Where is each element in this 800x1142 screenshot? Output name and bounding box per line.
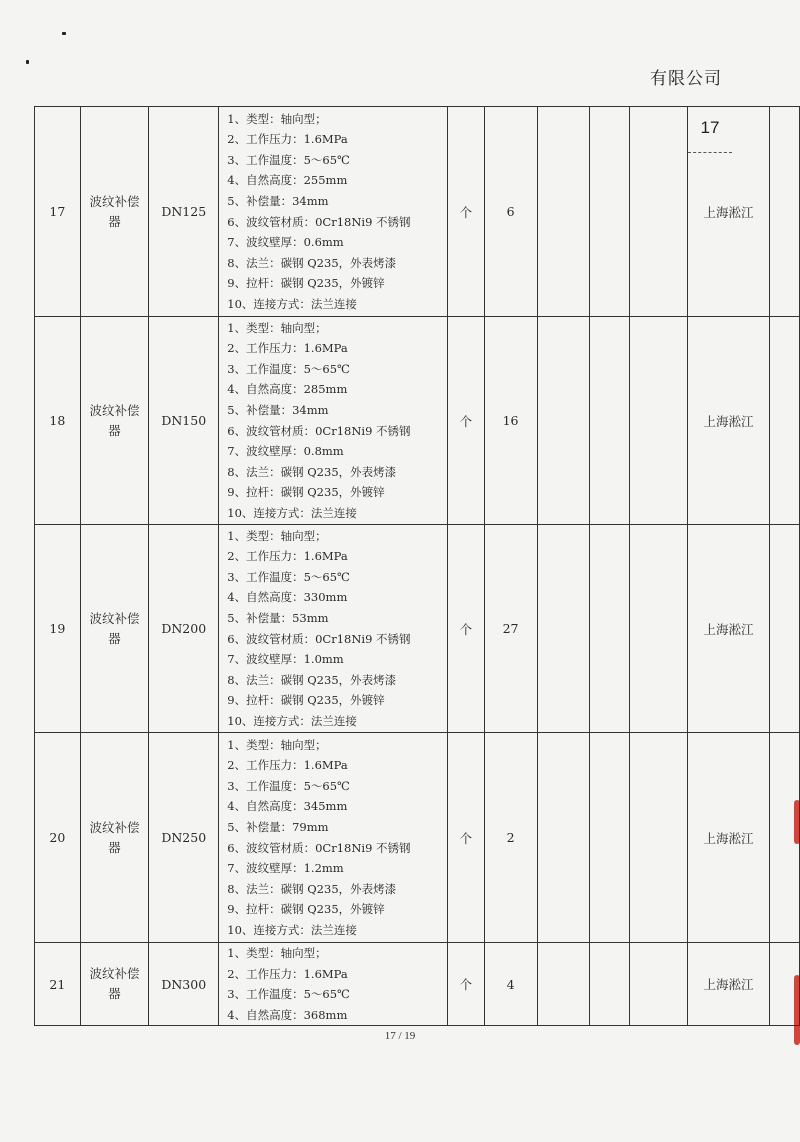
param-line: 6、波纹管材质：0Cr18Ni9 不锈钢 (227, 423, 411, 438)
param-line: 9、拉杆：碳钢 Q235，外镀锌 (227, 902, 385, 917)
param-line: 1、类型：轴向型； (227, 946, 327, 960)
param-line: 4、自然高度：330mm (227, 590, 348, 605)
item-unit: 个 (448, 733, 484, 943)
param-line: 1、类型：轴向型； (227, 528, 327, 543)
empty-cell (537, 107, 589, 317)
param-line: 6、波纹管材质：0Cr18Ni9 不锈钢 (227, 631, 411, 646)
param-line: 4、自然高度：285mm (227, 382, 348, 397)
item-name: 波纹补偿器 (80, 733, 149, 943)
scan-speck (62, 32, 66, 35)
empty-cell (589, 525, 630, 733)
item-name: 波纹补偿器 (80, 107, 149, 317)
empty-cell (537, 943, 589, 1026)
item-unit: 个 (448, 107, 484, 317)
company-name: 有限公司 (650, 69, 722, 89)
equipment-spec-table (34, 106, 800, 1026)
scan-speck (26, 60, 29, 64)
param-line: 10、连接方式：法兰连接 (227, 505, 357, 520)
empty-cell (537, 317, 589, 525)
param-line: 3、工作温度：5～65℃ (227, 987, 350, 1002)
param-line: 7、波纹壁厚：1.0mm (227, 652, 344, 667)
empty-cell (630, 107, 687, 317)
param-line: 10、连接方式：法兰连接 (227, 296, 357, 311)
empty-cell (770, 317, 800, 525)
param-line: 6、波纹管材质：0Cr18Ni9 不锈钢 (227, 214, 411, 229)
empty-cell (630, 943, 687, 1026)
empty-cell (589, 943, 630, 1026)
item-spec: DN300 (149, 943, 219, 1026)
param-line: 3、工作温度：5～65℃ (227, 361, 350, 376)
item-spec: DN250 (149, 733, 219, 943)
row-number: 20 (35, 733, 81, 943)
table-row (35, 525, 800, 733)
param-line: 2、工作压力：1.6MPa (227, 549, 348, 564)
table-row (35, 733, 800, 943)
item-name: 波纹补偿器 (80, 317, 149, 525)
page-box-number: 17 (700, 118, 720, 137)
table-row (35, 317, 800, 525)
param-line: 7、波纹壁厚：0.6mm (227, 235, 344, 250)
item-params (219, 943, 448, 1026)
param-line: 6、波纹管材质：0Cr18Ni9 不锈钢 (227, 840, 411, 855)
item-params (219, 317, 448, 525)
row-number: 18 (35, 317, 81, 525)
param-line: 8、法兰：碳钢 Q235，外表烤漆 (227, 255, 397, 270)
param-line: 7、波纹壁厚：0.8mm (227, 444, 344, 459)
empty-cell (537, 733, 589, 943)
item-qty: 16 (484, 317, 537, 525)
item-origin: 上海淞江 (687, 107, 769, 317)
item-origin: 上海淞江 (687, 943, 769, 1026)
item-qty: 6 (484, 107, 537, 317)
empty-cell (630, 525, 687, 733)
empty-cell (589, 733, 630, 943)
param-line: 2、工作压力：1.6MPa (227, 758, 348, 773)
param-line: 9、拉杆：碳钢 Q235，外镀锌 (227, 693, 385, 708)
row-number: 17 (35, 107, 81, 317)
param-line: 8、法兰：碳钢 Q235，外表烤漆 (227, 672, 397, 687)
row-number: 19 (35, 525, 81, 733)
empty-cell (770, 107, 800, 317)
param-line: 1、类型：轴向型； (227, 111, 327, 126)
empty-cell (589, 317, 630, 525)
param-line: 1、类型：轴向型； (227, 737, 327, 752)
item-origin: 上海淞江 (687, 525, 769, 733)
item-params (219, 525, 448, 733)
param-line: 2、工作压力：1.6MPa (227, 132, 348, 147)
param-line: 2、工作压力：1.6MPa (227, 341, 348, 356)
item-unit: 个 (448, 943, 484, 1026)
param-line: 8、法兰：碳钢 Q235，外表烤漆 (227, 464, 397, 479)
param-line: 5、补偿量：53mm (227, 610, 329, 625)
empty-cell (630, 317, 687, 525)
param-line: 4、自然高度：345mm (227, 799, 348, 814)
param-line: 4、自然高度：368mm (227, 1007, 348, 1022)
item-unit: 个 (448, 525, 484, 733)
empty-cell (630, 733, 687, 943)
table-row (35, 107, 800, 317)
item-qty: 27 (484, 525, 537, 733)
param-line: 8、法兰：碳钢 Q235，外表烤漆 (227, 881, 397, 896)
empty-cell (770, 525, 800, 733)
param-line: 3、工作温度：5～65℃ (227, 569, 350, 584)
param-line: 3、工作温度：5～65℃ (227, 778, 350, 793)
param-line: 4、自然高度：255mm (227, 173, 348, 188)
page-footer: 17 / 19 (384, 1030, 416, 1042)
param-line: 3、工作温度：5～65℃ (227, 152, 350, 167)
param-line: 9、拉杆：碳钢 Q235，外镀锌 (227, 485, 385, 500)
item-spec: DN125 (149, 107, 219, 317)
param-line: 10、连接方式：法兰连接 (227, 713, 357, 728)
empty-cell (770, 943, 800, 1026)
item-qty: 2 (484, 733, 537, 943)
item-spec: DN150 (149, 317, 219, 525)
param-line: 5、补偿量：79mm (227, 819, 329, 834)
empty-cell (589, 107, 630, 317)
item-name: 波纹补偿器 (80, 943, 149, 1026)
param-line: 1、类型：轴向型； (227, 320, 327, 335)
item-spec: DN200 (149, 525, 219, 733)
param-line: 9、拉杆：碳钢 Q235，外镀锌 (227, 276, 385, 291)
item-params (219, 733, 448, 943)
item-qty: 4 (484, 943, 537, 1026)
item-origin: 上海淞江 (687, 317, 769, 525)
param-line: 2、工作压力：1.6MPa (227, 966, 348, 981)
param-line: 5、补偿量：34mm (227, 193, 329, 208)
item-params (219, 107, 448, 317)
table-row (35, 943, 800, 1026)
empty-cell (770, 733, 800, 943)
item-unit: 个 (448, 317, 484, 525)
item-name: 波纹补偿器 (80, 525, 149, 733)
row-number: 21 (35, 943, 81, 1026)
empty-cell (537, 525, 589, 733)
param-line: 7、波纹壁厚：1.2mm (227, 861, 344, 876)
param-line: 5、补偿量：34mm (227, 402, 329, 417)
item-origin: 上海淞江 (687, 733, 769, 943)
param-line: 10、连接方式：法兰连接 (227, 922, 357, 937)
